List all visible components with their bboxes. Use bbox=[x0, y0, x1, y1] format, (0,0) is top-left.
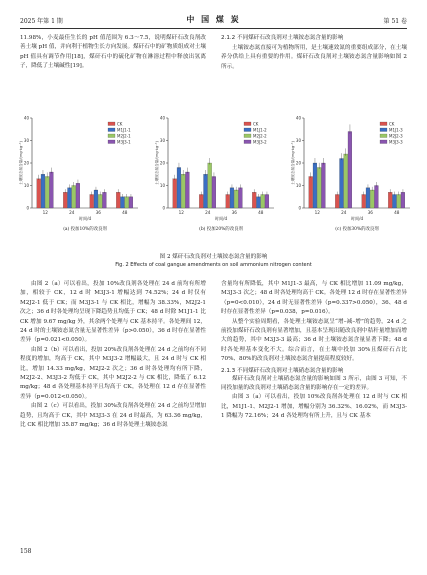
page-number: 158 bbox=[20, 548, 32, 555]
bar bbox=[230, 188, 234, 208]
paragraph: 从整个实验周期看，各处理土壤铵态氮呈“增–减–增”的趋势，24 d 之前投加煤矸石改良剂有显著增加，且基本呈现出随改良剂中秸秆量增加而增大的趋势，其中 M3J3-3 最高；36 d 时土壤铵态氮含量显著下降；48 d 时各处理基本变化不大。综合而言，在土壤中投加 30%且煤矸石占比 70%、80%的改良剂对土壤铵态氮含量提高程度较好。 bbox=[221, 318, 407, 363]
legend-label: M3J3-3 bbox=[389, 139, 403, 145]
legend-label: CK bbox=[117, 121, 123, 127]
bar bbox=[321, 163, 325, 208]
bar bbox=[366, 188, 370, 208]
bar bbox=[41, 174, 45, 208]
bottom-left-column bbox=[20, 280, 206, 431]
y-tick-label: 40 bbox=[23, 115, 29, 121]
legend-label: M2J2-1 bbox=[117, 133, 131, 139]
bar bbox=[49, 172, 53, 208]
bar bbox=[397, 195, 401, 209]
bar bbox=[362, 195, 366, 209]
paragraph: 土壤铵态氮直接可为植物所用，是土壤速效氮的重要组成部分，在土壤养分供给上具有重要的作用。煤矸石改良剂对土壤铵态氮含量影响如图 2 所示。 bbox=[221, 45, 407, 70]
section-heading: 2.1.2 不同煤矸石改良剂对土壤铵态氮含量的影响 bbox=[221, 35, 344, 41]
top-left-column bbox=[20, 34, 206, 72]
bar bbox=[68, 188, 72, 208]
x-tick-label: 36 bbox=[95, 210, 101, 215]
bar bbox=[401, 192, 405, 208]
y-axis-label: 土壤铵态氮含量/(mg·kg⁻¹) bbox=[291, 141, 295, 185]
bar bbox=[181, 174, 185, 208]
bar bbox=[129, 197, 133, 208]
figure-2 bbox=[14, 112, 414, 242]
y-tick-label: 30 bbox=[23, 138, 29, 143]
bar bbox=[340, 159, 344, 209]
y-tick-label: 0 bbox=[26, 205, 29, 211]
subfigure-caption: (a) 投加10%的改良剂 bbox=[63, 227, 107, 232]
bar bbox=[173, 179, 177, 208]
y-axis-label: 土壤铵态氮含量/(mg·kg⁻¹) bbox=[155, 141, 159, 185]
legend-swatch bbox=[108, 134, 115, 138]
bar bbox=[388, 192, 392, 208]
paragraph: 由图 2（a）可以看出，投加 10%改良剂各处理在 24 d 前均有所增加，相较于 CK，12 d 时 M3J3-1 增幅达到 74.52%；24 d 时仅有 M2J2-1 低于 CK；而 M3J3-1 与 CK 相比，增幅为 38.33%，M2J2-1 次之；36 d 时各处理均呈现下降趋势且均低于 CK；48 d 时除 M1J1-1 比 CK 增加 9.67 mg/kg 外，其余两个处理与 CK 基本持平。各处理间 12，24 d 时的土壤铵态氮含量无显著性差异（p>0.050），36 d 时存在显著性差异（p=0.021<0.050）。 bbox=[20, 281, 206, 344]
bar bbox=[348, 132, 352, 209]
x-tick-label: 12 bbox=[178, 210, 184, 215]
bar bbox=[208, 163, 212, 208]
volume-label: 第 51 卷 bbox=[383, 18, 407, 25]
x-tick-label: 12 bbox=[314, 210, 320, 215]
subfigure-caption: (c) 投加30%的改良剂 bbox=[335, 227, 379, 232]
bar bbox=[212, 177, 216, 209]
paragraph: 由图 2（c）可以看出，投加 30%改良剂各处理在 24 d 之前均呈增加趋势，且均高于 CK，其中 M3J3-3 在 24 d 时最高，为 63.36 mg/kg，比 CK 相比增加 35.87 mg/kg；36 d 时各处理土壤铵态氮 bbox=[20, 403, 206, 429]
paragraph: 11.98%，小麦最佳生长的 pH 值范围为 6.3～7.5，说明煤矸石改良剂改善土壤 pH 值，并向利于植物生长方向发展。煤矸石中的矿物质组成对土壤 pH 值具有调节作用[18]，煤矸石中的硫化矿物在淋溶过程中释放出氢离子，降低了土壤碱性[19]。 bbox=[20, 35, 206, 70]
y-tick-label: 10 bbox=[159, 183, 165, 188]
legend-swatch bbox=[108, 140, 115, 144]
y-tick-label: 40 bbox=[295, 115, 301, 121]
paragraph: 由图 2（b）可以看出，投加 20%改良剂各处理在 24 d 之前均有不同程度的增加，均高于 CK，其中 M3J3-2 增幅最大，且 24 d 时与 CK 相比，增加 14.33 mg/kg，M2J2-2 次之；36 d 时各处理均有所下降，M2J2-2、M3J3-2 均低于 CK，其中 M2J2-2 与 CK 相比，降低了 6.12 mg/kg；48 d 各处理基本持平且均高于 CK，各处理在 12 d 存在显著性差异（p=0.012<0.050）。 bbox=[20, 346, 206, 400]
bar bbox=[185, 172, 189, 208]
legend-swatch bbox=[108, 122, 115, 126]
header-rule bbox=[20, 28, 407, 29]
bar bbox=[265, 195, 269, 209]
y-tick-label: 0 bbox=[162, 205, 165, 211]
legend-label: M1J1-3 bbox=[389, 127, 403, 133]
y-tick-label: 10 bbox=[23, 183, 29, 188]
top-right-column bbox=[221, 34, 407, 72]
bar bbox=[261, 195, 265, 209]
paragraph: 由图 3（a）可以看出，投加 10%改良剂各处理在 12 d 时与 CK 相比，M1J1-1、M2J2-1 增加，增幅分别为 36.32%、16.02%，而 M3J3-1 降幅为 72.16%；24 d 各处理均有所上升，且与 CK 基本 bbox=[221, 394, 407, 420]
legend-swatch bbox=[244, 134, 251, 138]
x-tick-label: 12 bbox=[42, 210, 48, 215]
bar bbox=[90, 195, 94, 209]
y-tick-label: 20 bbox=[295, 160, 301, 166]
bar bbox=[94, 190, 98, 208]
y-axis-label: 土壤铵态氮含量/(mg·kg⁻¹) bbox=[19, 141, 23, 185]
x-axis-label: 时间/d bbox=[214, 216, 228, 221]
figure-caption-en: Fig. 2 Effects of coal gangue amendments on soil ammonium nitrogen content bbox=[115, 262, 312, 268]
legend-swatch bbox=[244, 122, 251, 126]
bar bbox=[63, 192, 67, 208]
bar bbox=[72, 186, 76, 209]
y-tick-label: 20 bbox=[159, 160, 165, 166]
legend-label: M3J3-2 bbox=[253, 139, 267, 145]
paragraph: 含量均有所降低，其中 M1J1-3 最高，与 CK 相比增加 11.09 mg/kg，M3J3-3 次之；48 d 时各处理均高于 CK。各处理 12 d 时存在显著性差异（p=0<0.010），24 d 时无显著性差异（p=0.337>0.050），36、48 d 时存在显著性差异（p=0.038，p=0.016）。 bbox=[221, 281, 407, 316]
x-axis-label: 时间/d bbox=[350, 216, 364, 221]
issue-label: 2025 年第 1 期 bbox=[20, 18, 63, 25]
legend-label: M1J1-2 bbox=[253, 127, 267, 133]
bar bbox=[116, 192, 120, 208]
bar bbox=[125, 197, 129, 208]
legend-swatch bbox=[380, 140, 387, 144]
legend-label: CK bbox=[253, 121, 259, 127]
bar bbox=[238, 188, 242, 208]
subfigure-caption: (b) 投加20%的改良剂 bbox=[199, 227, 243, 232]
legend-swatch bbox=[380, 128, 387, 132]
legend-swatch bbox=[244, 140, 251, 144]
figure-caption-cn: 图 2 煤矸石改良剂对土壤铵态氮含量的影响 bbox=[159, 254, 268, 260]
bar bbox=[199, 195, 203, 209]
x-tick-label: 48 bbox=[258, 210, 264, 215]
bar bbox=[226, 195, 230, 209]
legend-label: CK bbox=[389, 121, 395, 127]
figure-2-svg bbox=[14, 112, 414, 242]
y-tick-label: 0 bbox=[298, 205, 301, 211]
legend-swatch bbox=[108, 128, 115, 132]
bar bbox=[204, 174, 208, 208]
bar bbox=[252, 192, 256, 208]
paragraph: 煤矸石改良剂对土壤硝态氮含量的影响如图 3 所示，由图 3 可知，不同投加量的改良剂对土壤硝态氮含量的影响存在一定的差异。 bbox=[221, 375, 407, 392]
x-tick-label: 24 bbox=[69, 210, 75, 215]
x-axis-label: 时间/d bbox=[78, 216, 92, 221]
y-tick-label: 30 bbox=[295, 138, 301, 143]
legend-label: M2J2-3 bbox=[389, 133, 403, 139]
x-tick-label: 48 bbox=[122, 210, 128, 215]
bar bbox=[344, 154, 348, 208]
legend-label: M3J3-1 bbox=[117, 139, 131, 145]
bar bbox=[121, 197, 125, 208]
bar bbox=[76, 183, 80, 208]
bar bbox=[257, 197, 261, 208]
bar bbox=[102, 192, 106, 208]
x-tick-label: 24 bbox=[205, 210, 211, 215]
x-tick-label: 24 bbox=[341, 210, 347, 215]
bar bbox=[37, 179, 41, 208]
bar bbox=[335, 195, 339, 209]
x-tick-label: 36 bbox=[367, 210, 373, 215]
page-header bbox=[20, 14, 407, 26]
legend-swatch bbox=[244, 128, 251, 132]
legend-swatch bbox=[380, 134, 387, 138]
bar bbox=[374, 186, 378, 209]
legend-label: M2J2-2 bbox=[253, 133, 267, 139]
y-tick-label: 30 bbox=[159, 138, 165, 143]
legend-swatch bbox=[380, 122, 387, 126]
bar bbox=[45, 177, 49, 209]
y-tick-label: 40 bbox=[159, 115, 165, 121]
bar bbox=[177, 168, 181, 209]
x-tick-label: 48 bbox=[394, 210, 400, 215]
bar bbox=[234, 190, 238, 208]
legend-label: M1J1-1 bbox=[117, 127, 131, 133]
y-tick-label: 10 bbox=[295, 183, 301, 188]
bar bbox=[370, 190, 374, 208]
section-heading: 2.1.3 不同煤矸石改良剂对土壤硝态氮含量的影响 bbox=[221, 367, 344, 374]
bottom-right-column bbox=[221, 280, 407, 422]
bar bbox=[98, 195, 102, 209]
x-tick-label: 36 bbox=[231, 210, 237, 215]
y-tick-label: 20 bbox=[23, 160, 29, 166]
journal-title: 中 国 煤 炭 bbox=[186, 14, 241, 24]
bar bbox=[309, 177, 313, 209]
bar bbox=[317, 168, 321, 209]
bar bbox=[393, 195, 397, 209]
bar bbox=[313, 163, 317, 208]
